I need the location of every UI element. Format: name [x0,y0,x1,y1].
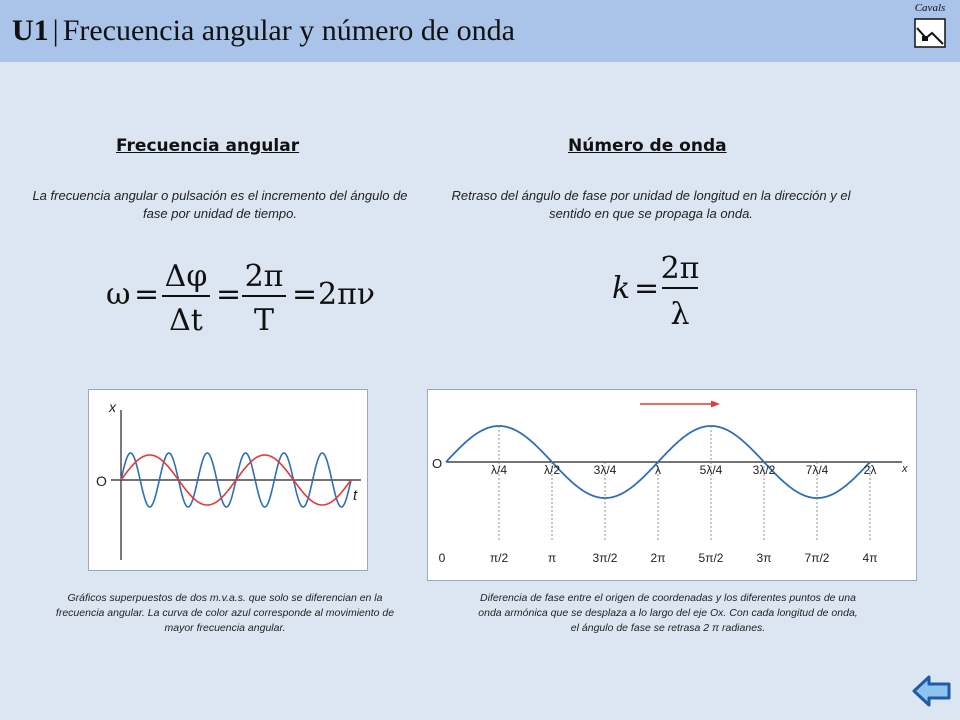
phase-label: 7π/2 [804,551,830,565]
back-arrow-icon[interactable] [912,674,952,708]
formula-angular-frequency [100,250,376,340]
distance-label: λ [655,463,661,477]
phase-guides [499,426,870,542]
phase-label: 0 [438,551,446,565]
title-text: Frecuencia angular y número de onda [62,14,516,47]
distance-label: 5λ/4 [699,463,723,477]
formula-eq-k: = [634,271,660,306]
phase-label: π [547,551,557,565]
formula-omega: ω [106,277,131,312]
description-wave-number: Retraso del ángulo de fase por unidad de longitud en la dirección y el sentido en que se propaga la onda. [451,188,851,221]
axis-label-t: t [353,487,358,504]
logo-text: Cavals [914,2,946,14]
origin-label-left: O [96,473,107,489]
phase-label: 4π [862,551,878,565]
formula-eq-1: = [134,277,160,312]
description-angular-frequency: La frecuencia angular o pulsación es el incremento del ángulo de fase por unidad de tiempo. [32,188,408,221]
distance-labels [491,463,876,477]
distance-label: λ/2 [543,463,561,477]
formula-frac1-num: Δφ [164,259,208,294]
graph-panel-wave [427,389,917,581]
formula-wave-number [600,248,710,332]
formula-k: k [612,271,631,306]
graph-panel-oscillations [88,389,368,571]
graph-wave-phase [428,390,916,580]
formula-k-num: 2π [660,251,700,286]
unit-code: U1 [12,14,49,47]
title-separator: | [52,14,59,47]
distance-label: λ/4 [490,463,508,477]
graph-oscillations [89,390,367,570]
header-bar [0,0,960,62]
phase-labels [439,551,878,565]
phase-label: π/2 [489,551,509,565]
phase-label: 3π [756,551,772,565]
caption-wave: Diferencia de fase entre el origen de coordenadas y los diferentes puntos de una onda armónica que se desplaza a lo largo del eje Ox. Con cada longitud de onda, el ángulo de fase se retrasa 2 π radianes. [478,592,858,634]
formula-k-den: λ [670,297,690,332]
axis-label-x: x [109,399,116,415]
axis-label-x-right: x [902,463,908,475]
heading-wave-number: Número de onda [568,136,727,156]
logo [908,2,952,52]
page-title [12,14,515,48]
formula-frac1-den: Δt [169,303,203,338]
distance-label: 3λ/2 [752,463,776,477]
formula-rhs: 2πν [318,277,376,312]
formula-frac2-den: T [253,303,275,338]
origin-label-right: O [432,456,443,471]
propagation-arrow-icon [640,401,720,408]
heading-angular-frequency: Frecuencia angular [116,136,300,156]
formula-frac2-num: 2π [244,259,284,294]
caption-oscillations: Gráficos superpuestos de dos m.v.a.s. que solo se diferencian en la frecuencia angular. La curva de color azul corresponde al movimiento de mayor frecuencia angular. [55,592,395,634]
chart-logo-icon [914,18,946,48]
distance-label: 3λ/4 [593,463,617,477]
phase-label: 3π/2 [592,551,618,565]
distance-label: 7λ/4 [805,463,829,477]
distance-label: 2λ [863,463,877,477]
phase-label: 5π/2 [698,551,724,565]
formula-eq-3: = [292,277,318,312]
formula-eq-2: = [216,277,242,312]
phase-label: 2π [650,551,666,565]
